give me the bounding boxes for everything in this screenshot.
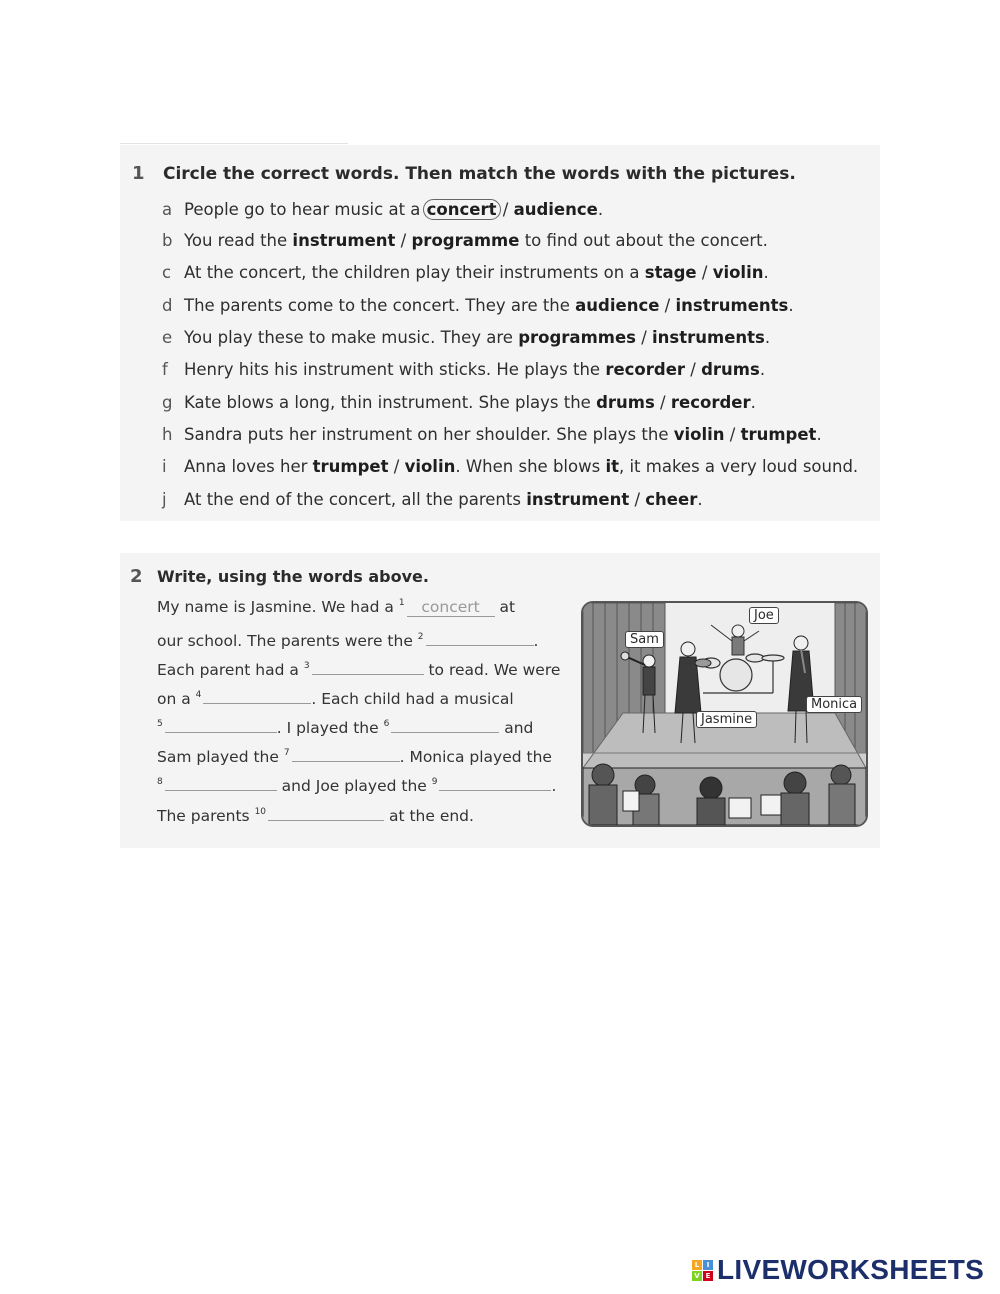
text-line-8: The parents $^{10}$ at the end.	[157, 802, 474, 825]
blank-1-input[interactable]: concert	[407, 598, 495, 617]
concert-illustration	[581, 601, 868, 827]
item-letter: c	[162, 263, 172, 282]
option-audience[interactable]: audience	[575, 296, 660, 315]
option-recorder[interactable]: recorder	[605, 360, 686, 379]
item-letter: b	[162, 231, 173, 250]
label-sam: Sam	[625, 631, 664, 648]
text-line-5: $^5$ . I played the $^6$ and	[157, 714, 533, 737]
item-letter: a	[162, 200, 173, 219]
option-violin[interactable]: violin	[673, 425, 725, 444]
brand-name: LIVEWORKSHEETS	[717, 1254, 985, 1285]
exercise-1-item-i: i Anna loves her trumpet / violin. When she blows it, it makes a very loud sound.	[162, 457, 859, 476]
option-drums[interactable]: drums	[596, 393, 655, 412]
exercise-1-instruction: Circle the correct words. Then match the words with the pictures.	[163, 164, 796, 184]
exercise-1-item-e: e You play these to make music. They are programmes / instruments.	[162, 328, 771, 347]
blank-3-input[interactable]	[312, 656, 424, 675]
item-letter: g	[162, 393, 173, 412]
option-programme[interactable]: programme	[411, 231, 520, 250]
option-stage[interactable]: stage	[644, 263, 697, 282]
text-line-6: Sam played the $^7$ . Monica played the	[157, 743, 552, 766]
text-line-4: on a $^4$ . Each child had a musical	[157, 685, 514, 708]
blank-9-input[interactable]	[439, 772, 551, 791]
option-violin[interactable]: violin	[404, 457, 456, 476]
label-joe: Joe	[749, 607, 779, 624]
item-letter: e	[162, 328, 173, 347]
exercise-1-item-g: g Kate blows a long, thin instrument. She plays the drums / recorder.	[162, 393, 756, 412]
text-line-1: My name is Jasmine. We had a $^1$ concert at	[157, 598, 516, 616]
item-letter: d	[162, 296, 173, 315]
option-programmes[interactable]: programmes	[518, 328, 636, 347]
item-letter: i	[162, 457, 167, 476]
option-instruments[interactable]: instruments	[675, 296, 789, 315]
item-letter: f	[162, 360, 168, 379]
option-recorder[interactable]: recorder	[670, 393, 751, 412]
exercise-1-item-f: f Henry hits his instrument with sticks. He plays the recorder / drums.	[162, 360, 766, 379]
text-line-2: our school. The parents were the $^2$ .	[157, 627, 538, 650]
exercise-1-item-j: j At the end of the concert, all the parents instrument / cheer.	[162, 490, 703, 509]
top-divider	[120, 143, 348, 144]
blank-10-input[interactable]	[268, 802, 384, 821]
exercise-1-item-h: h Sandra puts her instrument on her shoulder. She plays the violin / trumpet.	[162, 425, 822, 444]
option-drums[interactable]: drums	[701, 360, 760, 379]
blank-6-input[interactable]	[391, 714, 499, 733]
option-audience[interactable]: audience	[513, 200, 598, 219]
exercise-1-item-a: a People go to hear music at a concert / audience.	[162, 200, 604, 219]
label-monica: Monica	[806, 696, 862, 713]
emphasis-it: it	[605, 457, 619, 476]
blank-8-input[interactable]	[165, 772, 277, 791]
blank-5-input[interactable]	[165, 714, 277, 733]
option-violin[interactable]: violin	[712, 263, 764, 282]
exercise-1-item-c: c At the concert, the children play their instruments on a stage / violin.	[162, 263, 769, 282]
blank-7-input[interactable]	[292, 743, 400, 762]
text-line-7: $^8$ and Joe played the $^9$ .	[157, 772, 556, 795]
text-line-3: Each parent had a $^3$ to read. We were	[157, 656, 560, 679]
option-instruments[interactable]: instruments	[652, 328, 765, 347]
option-trumpet[interactable]: trumpet	[740, 425, 817, 444]
label-jasmine: Jasmine	[696, 711, 757, 728]
option-cheer[interactable]: cheer	[645, 490, 698, 509]
item-letter: j	[162, 490, 167, 509]
exercise-1-number: 1	[132, 163, 145, 184]
blank-2-input[interactable]	[426, 627, 534, 646]
option-instrument[interactable]: instrument	[292, 231, 396, 250]
item-letter: h	[162, 425, 173, 444]
liveworksheets-brand	[692, 1256, 984, 1284]
exercise-2-instruction: Write, using the words above.	[157, 567, 429, 586]
exercise-1-item-d: d The parents come to the concert. They are the audience / instruments.	[162, 296, 794, 315]
exercise-1-item-b: b You read the instrument / programme to find out about the concert.	[162, 231, 768, 250]
audience	[583, 764, 866, 825]
option-trumpet[interactable]: trumpet	[312, 457, 389, 476]
option-instrument[interactable]: instrument	[526, 490, 630, 509]
blank-4-input[interactable]	[203, 685, 311, 704]
liveworksheets-logo-icon: L I V E	[692, 1260, 713, 1281]
exercise-2-number: 2	[130, 566, 143, 587]
option-concert-circled[interactable]: concert	[423, 199, 501, 220]
